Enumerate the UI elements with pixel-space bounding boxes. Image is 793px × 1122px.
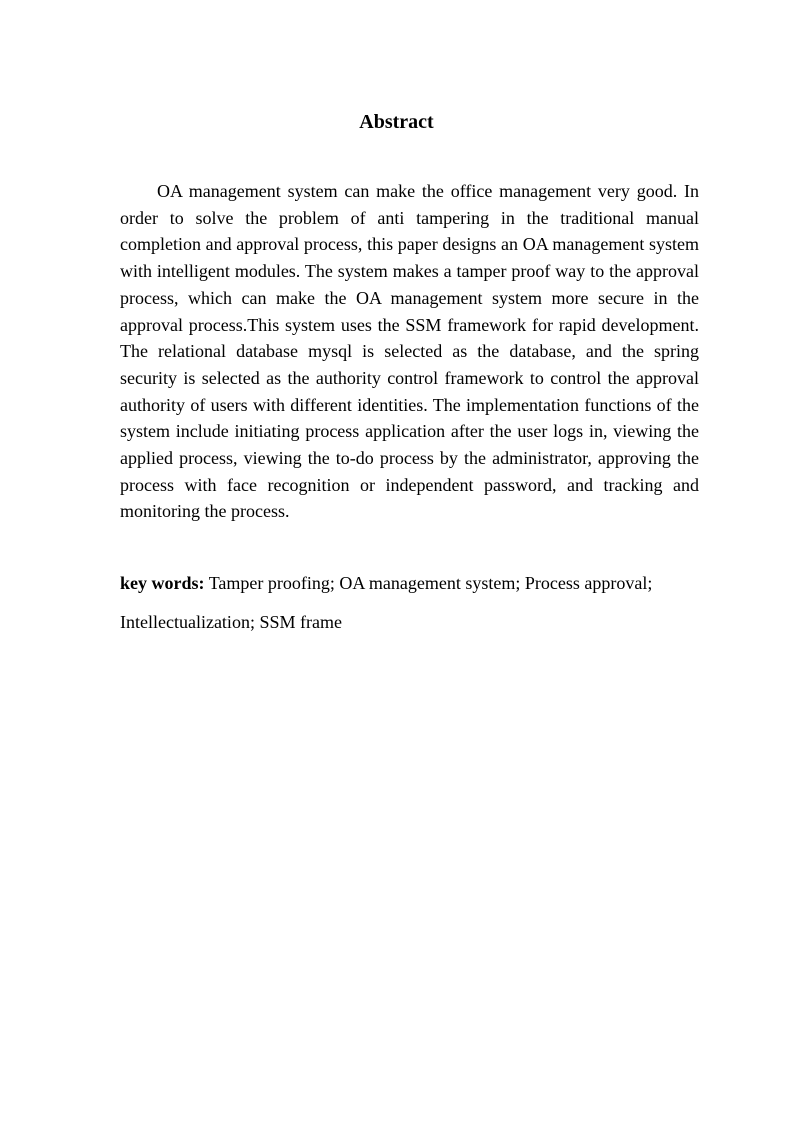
keywords-line [120, 564, 710, 642]
keywords-label: key words: [120, 573, 205, 593]
abstract-paragraph: OA management system can make the office management very good. In order to solve the problem of anti tampering in the traditional manual completion and approval process, this paper designs an OA management system with intelligent modules. The system makes a tamper proof way to the approval process, which can make the OA management system more secure in the approval process.This system uses the SSM framework for rapid development. The relational database mysql is selected as the database, and the spring security is selected as the authority control framework to control the approval authority of users with different identities. The implementation functions of the system include initiating process application after the user logs in, viewing the applied process, viewing the to-do process by the administrator, approving the process with face recognition or independent password, and tracking and monitoring the process. [120, 181, 699, 522]
page-title: Abstract [359, 111, 434, 133]
keywords-text: Tamper proofing; OA management system; Process approval; Intellectualization; SSM frame [120, 573, 653, 632]
